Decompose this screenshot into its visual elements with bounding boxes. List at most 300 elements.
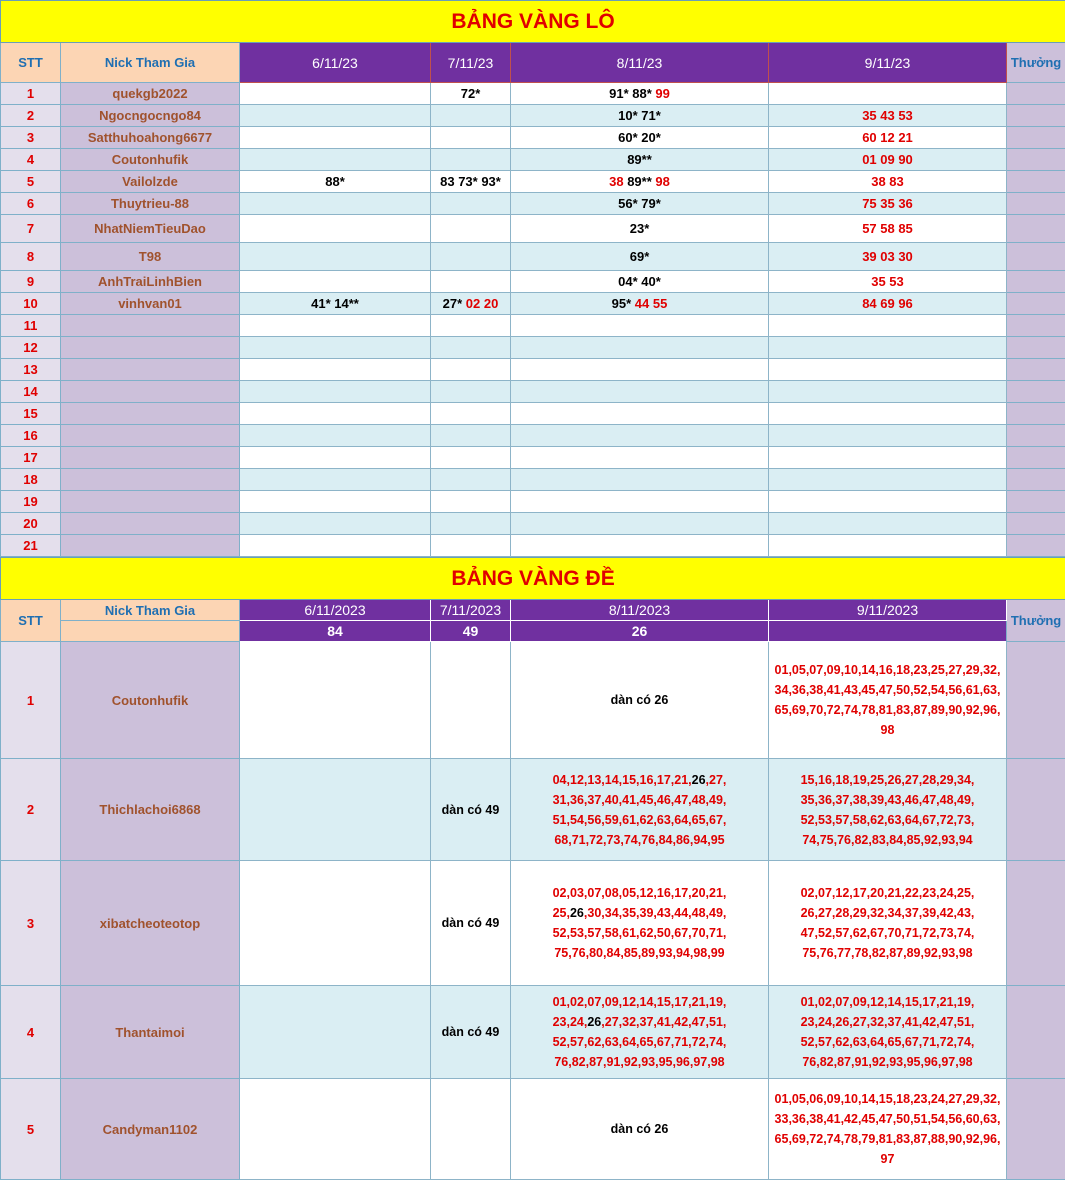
lo-cell-d1 <box>240 293 431 315</box>
lo-number-group: 57 58 85 <box>862 221 913 236</box>
lo-stt: 17 <box>1 447 61 469</box>
de-cell-d4 <box>769 986 1007 1079</box>
de-number-line: 34,36,38,41,43,45,47,50,52,54,56,61,63, <box>774 683 1001 697</box>
lo-cell-d3 <box>511 171 769 193</box>
de-number-line: 26,27,28,29,32,34,37,39,42,43, <box>800 906 975 920</box>
lo-stt: 21 <box>1 535 61 557</box>
lo-cell-d1 <box>240 403 431 425</box>
lo-nick: quekgb2022 <box>61 83 240 105</box>
de-number-line: 02,03,07,08,05,12,16,17,20,21, <box>552 886 727 900</box>
lo-cell-d2 <box>431 243 511 271</box>
de-cell-d4 <box>769 1079 1007 1180</box>
de-note: dàn có 26 <box>610 693 669 707</box>
lo-nick: AnhTraiLinhBien <box>61 271 240 293</box>
de-highlight-number: 26 <box>587 1015 602 1029</box>
lo-cell-d3 <box>511 535 769 557</box>
lo-row <box>1 243 1065 271</box>
lo-cell-d4 <box>769 491 1007 513</box>
de-number-line: 52,53,57,58,62,63,64,67,72,73, <box>800 812 975 827</box>
de-nick: Coutonhufik <box>61 642 240 759</box>
lo-cell-d1 <box>240 381 431 403</box>
de-cell-d1 <box>240 642 431 759</box>
lo-cell-d3 <box>511 381 769 403</box>
de-cell-d3 <box>511 642 769 759</box>
lo-nick <box>61 315 240 337</box>
lo-stt: 15 <box>1 403 61 425</box>
lo-cell-d3 <box>511 293 769 315</box>
lo-row <box>1 337 1065 359</box>
lo-number-group: 60* 20* <box>618 130 661 145</box>
de-cell-d2 <box>431 1079 511 1180</box>
lo-nick <box>61 513 240 535</box>
de-number-line: 23,24,26,27,32,37,41,42,47,51, <box>800 1015 975 1029</box>
de-note: dàn có 49 <box>441 802 500 817</box>
de-number-line: 51,54,56,59,61,62,63,64,65,67, <box>552 812 727 827</box>
de-number-line: 01,02,07,09,12,14,15,17,21,19, <box>552 995 727 1009</box>
lo-thuong <box>1007 83 1065 105</box>
lo-stt: 14 <box>1 381 61 403</box>
lo-row <box>1 359 1065 381</box>
lo-number-group: 01 09 90 <box>862 152 913 167</box>
lo-nick <box>61 469 240 491</box>
de-number-line: 97 <box>880 1152 895 1166</box>
lo-title: BẢNG VÀNG LÔ <box>1 1 1065 43</box>
de-number-line: 75,76,77,78,82,87,89,92,93,98 <box>802 946 973 960</box>
lo-nick: Ngocngocngo84 <box>61 105 240 127</box>
lo-header-date-2: 7/11/23 <box>431 43 511 83</box>
de-number-line: 01,05,06,09,10,14,15,18,23,24,27,29,32, <box>774 1092 1001 1106</box>
lo-cell-d3 <box>511 403 769 425</box>
lo-cell-d2 <box>431 491 511 513</box>
de-stt: 1 <box>1 642 61 759</box>
lo-cell-d3 <box>511 337 769 359</box>
de-thuong <box>1007 986 1065 1079</box>
lo-thuong <box>1007 491 1065 513</box>
lo-cell-d1 <box>240 491 431 513</box>
lo-nick <box>61 425 240 447</box>
lo-number-group: 35 43 53 <box>862 108 913 123</box>
lo-cell-d3 <box>511 447 769 469</box>
de-highlight-number: 26 <box>691 772 706 787</box>
lo-number-group: 23* <box>629 221 650 236</box>
lo-cell-d2 <box>431 535 511 557</box>
lo-cell-d4 <box>769 535 1007 557</box>
lo-header-stt: STT <box>1 43 61 83</box>
lo-stt: 16 <box>1 425 61 447</box>
lo-cell-d4 <box>769 271 1007 293</box>
lo-cell-d4 <box>769 243 1007 271</box>
lo-number-group: 10* 71* <box>618 108 661 123</box>
lo-row <box>1 105 1065 127</box>
de-cell-d4 <box>769 759 1007 861</box>
de-number-line: 35,36,37,38,39,43,46,47,48,49, <box>800 792 975 807</box>
lo-cell-d4 <box>769 193 1007 215</box>
de-nick: Thichlachoi6868 <box>61 759 240 861</box>
lo-stt: 2 <box>1 105 61 127</box>
lo-cell-d4 <box>769 469 1007 491</box>
lo-cell-d4 <box>769 293 1007 315</box>
lo-thuong <box>1007 315 1065 337</box>
lo-cell-d3 <box>511 243 769 271</box>
lo-cell-d4 <box>769 315 1007 337</box>
lo-row <box>1 171 1065 193</box>
de-result-3: 26 <box>511 621 769 642</box>
lo-thuong <box>1007 193 1065 215</box>
lo-number-group: 41* 14** <box>311 296 359 311</box>
de-number-line: 74,75,76,82,83,84,85,92,93,94 <box>802 832 973 847</box>
lo-cell-d3 <box>511 315 769 337</box>
de-number-text: ,30,34,35,39,43,44,48,49, <box>583 906 727 920</box>
de-header-thuong: Thưởng <box>1007 600 1065 642</box>
lo-cell-d1 <box>240 105 431 127</box>
de-thuong <box>1007 759 1065 861</box>
lo-stt: 19 <box>1 491 61 513</box>
de-number-line: 65,69,70,72,74,78,81,83,87,89,90,92,96, <box>774 703 1001 717</box>
lo-cell-d4 <box>769 425 1007 447</box>
lo-body <box>1 83 1065 557</box>
lo-cell-d4 <box>769 215 1007 243</box>
lo-cell-d1 <box>240 243 431 271</box>
lo-cell-d1 <box>240 513 431 535</box>
lo-number-group: 75 35 36 <box>862 196 913 211</box>
lo-header-date-3: 8/11/23 <box>511 43 769 83</box>
lo-thuong <box>1007 381 1065 403</box>
lo-number-group: 91* 88* <box>609 86 652 101</box>
lo-row <box>1 127 1065 149</box>
lo-nick <box>61 447 240 469</box>
lo-cell-d2 <box>431 293 511 315</box>
lo-cell-d4 <box>769 337 1007 359</box>
lo-thuong <box>1007 403 1065 425</box>
de-stt: 3 <box>1 861 61 986</box>
lo-header-date-4: 9/11/23 <box>769 43 1007 83</box>
lo-stt: 6 <box>1 193 61 215</box>
lo-row <box>1 513 1065 535</box>
lo-number-group: 04* 40* <box>618 274 661 289</box>
lo-row <box>1 293 1065 315</box>
de-number-text: 25, <box>552 906 570 920</box>
lo-cell-d3 <box>511 425 769 447</box>
lo-thuong <box>1007 243 1065 271</box>
lo-cell-d4 <box>769 127 1007 149</box>
de-row <box>1 759 1065 861</box>
lo-thuong <box>1007 359 1065 381</box>
lo-cell-d1 <box>240 193 431 215</box>
de-number-line: 52,57,62,63,64,65,67,71,72,74, <box>800 1035 975 1049</box>
lo-header-nick: Nick Tham Gia <box>61 43 240 83</box>
lo-nick <box>61 535 240 557</box>
de-header-nick: Nick Tham Gia <box>61 600 240 621</box>
de-thuong <box>1007 1079 1065 1180</box>
lo-cell-d4 <box>769 359 1007 381</box>
lo-cell-d1 <box>240 359 431 381</box>
lo-number-group: 38 83 <box>871 174 904 189</box>
lo-cell-d3 <box>511 215 769 243</box>
lo-nick: NhatNiemTieuDao <box>61 215 240 243</box>
lo-row <box>1 447 1065 469</box>
de-cell-d3 <box>511 1079 769 1180</box>
lo-cell-d1 <box>240 271 431 293</box>
de-nick: Candyman1102 <box>61 1079 240 1180</box>
de-note: dàn có 49 <box>441 916 500 930</box>
lo-cell-d2 <box>431 315 511 337</box>
lo-nick: vinhvan01 <box>61 293 240 315</box>
lo-stt: 5 <box>1 171 61 193</box>
de-header-stt: STT <box>1 600 61 642</box>
lo-nick <box>61 491 240 513</box>
de-row <box>1 1079 1065 1180</box>
de-number-line: 52,57,62,63,64,65,67,71,72,74, <box>552 1035 727 1049</box>
lo-cell-d2 <box>431 381 511 403</box>
lo-cell-d1 <box>240 215 431 243</box>
lo-thuong <box>1007 425 1065 447</box>
de-cell-d3 <box>511 759 769 861</box>
lo-stt: 9 <box>1 271 61 293</box>
lo-row <box>1 469 1065 491</box>
lo-cell-d1 <box>240 315 431 337</box>
de-stt: 4 <box>1 986 61 1079</box>
de-title: BẢNG VÀNG ĐỀ <box>1 558 1065 600</box>
lo-number-group: 44 55 <box>634 296 668 311</box>
lo-cell-d2 <box>431 215 511 243</box>
lo-cell-d1 <box>240 425 431 447</box>
lo-number-group: 84 69 96 <box>862 296 913 311</box>
lo-cell-d3 <box>511 149 769 171</box>
lo-cell-d4 <box>769 105 1007 127</box>
de-nick: Thantaimoi <box>61 986 240 1079</box>
de-thuong <box>1007 861 1065 986</box>
lo-cell-d2 <box>431 105 511 127</box>
de-cell-d3 <box>511 861 769 986</box>
lo-cell-d1 <box>240 83 431 105</box>
lo-number-group: 98 <box>651 174 670 189</box>
lo-number-group: 72* <box>460 86 481 101</box>
lo-cell-d4 <box>769 83 1007 105</box>
lo-thuong <box>1007 469 1065 491</box>
lo-cell-d4 <box>769 403 1007 425</box>
lo-cell-d1 <box>240 149 431 171</box>
de-result-1: 84 <box>240 621 431 642</box>
lo-number-group: 89** <box>627 174 652 189</box>
lo-thuong <box>1007 127 1065 149</box>
lo-stt: 4 <box>1 149 61 171</box>
lo-row <box>1 381 1065 403</box>
lo-number-group: 95* <box>611 296 635 311</box>
lo-row <box>1 425 1065 447</box>
lo-thuong <box>1007 535 1065 557</box>
de-number-text: 23,24, <box>552 1015 588 1029</box>
de-number-line <box>511 770 768 790</box>
de-row <box>1 861 1065 986</box>
lo-thuong <box>1007 149 1065 171</box>
lo-cell-d2 <box>431 171 511 193</box>
de-header-date-1: 6/11/2023 <box>240 600 431 621</box>
lo-row <box>1 149 1065 171</box>
lo-cell-d1 <box>240 337 431 359</box>
de-number-line: 31,36,37,40,41,45,46,47,48,49, <box>552 792 727 807</box>
lo-row <box>1 193 1065 215</box>
lo-number-group: 69* <box>629 249 650 264</box>
de-cell-d2 <box>431 642 511 759</box>
lo-table <box>0 0 1065 557</box>
lo-row <box>1 83 1065 105</box>
de-number-text: ,27, <box>705 772 727 787</box>
de-number-line: 15,16,18,19,25,26,27,28,29,34, <box>800 772 975 787</box>
lo-nick: Satthuhoahong6677 <box>61 127 240 149</box>
de-number-line: 76,82,87,91,92,93,95,96,97,98 <box>802 1055 973 1069</box>
lo-stt: 20 <box>1 513 61 535</box>
de-cell-d1 <box>240 1079 431 1180</box>
lo-cell-d2 <box>431 83 511 105</box>
de-number-line <box>511 1012 768 1032</box>
de-header-date-4: 9/11/2023 <box>769 600 1007 621</box>
lo-cell-d3 <box>511 491 769 513</box>
lo-cell-d2 <box>431 403 511 425</box>
de-number-line: 76,82,87,91,92,93,95,96,97,98 <box>554 1055 725 1069</box>
lo-stt: 3 <box>1 127 61 149</box>
lo-cell-d4 <box>769 447 1007 469</box>
lo-thuong <box>1007 337 1065 359</box>
lo-nick: Vailolzde <box>61 171 240 193</box>
lo-cell-d3 <box>511 469 769 491</box>
lo-number-group: 60 12 21 <box>862 130 913 145</box>
lo-cell-d3 <box>511 105 769 127</box>
lo-cell-d3 <box>511 359 769 381</box>
lo-thuong <box>1007 171 1065 193</box>
lo-row <box>1 215 1065 243</box>
lo-cell-d2 <box>431 469 511 491</box>
lo-stt: 18 <box>1 469 61 491</box>
lo-thuong <box>1007 293 1065 315</box>
lo-cell-d4 <box>769 381 1007 403</box>
de-number-text: ,27,32,37,41,42,47,51, <box>601 1015 727 1029</box>
de-table <box>0 557 1065 1180</box>
de-number-line: 47,52,57,62,67,70,71,72,73,74, <box>800 926 975 940</box>
lo-cell-d3 <box>511 271 769 293</box>
de-nick: xibatcheoteotop <box>61 861 240 986</box>
lo-stt: 12 <box>1 337 61 359</box>
lo-cell-d3 <box>511 83 769 105</box>
de-cell-d4 <box>769 642 1007 759</box>
de-number-line: 01,02,07,09,12,14,15,17,21,19, <box>800 995 975 1009</box>
de-cell-d2 <box>431 759 511 861</box>
lo-cell-d1 <box>240 469 431 491</box>
lo-nick: Thuytrieu-88 <box>61 193 240 215</box>
de-number-line: 65,69,72,74,78,79,81,83,87,88,90,92,96, <box>774 1132 1001 1146</box>
lo-stt: 7 <box>1 215 61 243</box>
de-body <box>1 642 1065 1180</box>
lo-cell-d2 <box>431 193 511 215</box>
de-cell-d1 <box>240 861 431 986</box>
lo-number-group: 27* <box>442 296 466 311</box>
lo-number-group: 83 73* 93* <box>440 174 501 189</box>
de-thuong <box>1007 642 1065 759</box>
lo-stt: 10 <box>1 293 61 315</box>
de-cell-d4 <box>769 861 1007 986</box>
lo-cell-d2 <box>431 271 511 293</box>
lo-number-group: 99 <box>651 86 670 101</box>
lo-nick <box>61 403 240 425</box>
lo-row <box>1 403 1065 425</box>
de-number-line: 02,07,12,17,20,21,22,23,24,25, <box>800 886 975 900</box>
lo-thuong <box>1007 447 1065 469</box>
lo-cell-d2 <box>431 425 511 447</box>
de-cell-d2 <box>431 986 511 1079</box>
lo-cell-d2 <box>431 513 511 535</box>
lo-row <box>1 315 1065 337</box>
lo-stt: 8 <box>1 243 61 271</box>
lo-cell-d4 <box>769 513 1007 535</box>
de-header-nick-blank <box>61 621 240 642</box>
lo-cell-d3 <box>511 127 769 149</box>
de-result-4 <box>769 621 1007 642</box>
de-number-line: 75,76,80,84,85,89,93,94,98,99 <box>554 946 725 960</box>
lo-number-group: 56* 79* <box>618 196 661 211</box>
lo-cell-d1 <box>240 127 431 149</box>
de-cell-d1 <box>240 759 431 861</box>
lo-stt: 11 <box>1 315 61 337</box>
lo-cell-d4 <box>769 149 1007 171</box>
lo-thuong <box>1007 105 1065 127</box>
lo-nick <box>61 337 240 359</box>
de-number-line: 52,53,57,58,61,62,50,67,70,71, <box>552 926 727 940</box>
de-header-date-2: 7/11/2023 <box>431 600 511 621</box>
lo-stt: 13 <box>1 359 61 381</box>
de-stt: 5 <box>1 1079 61 1180</box>
lo-number-group: 88* <box>325 174 345 189</box>
lo-cell-d1 <box>240 535 431 557</box>
lo-cell-d1 <box>240 171 431 193</box>
de-cell-d1 <box>240 986 431 1079</box>
lo-number-group: 02 20 <box>465 296 499 311</box>
lo-stt: 1 <box>1 83 61 105</box>
de-number-line <box>511 903 768 923</box>
lo-row <box>1 271 1065 293</box>
lo-number-group: 39 03 30 <box>862 249 913 264</box>
de-header-date-3: 8/11/2023 <box>511 600 769 621</box>
lo-cell-d3 <box>511 193 769 215</box>
lo-cell-d1 <box>240 447 431 469</box>
lo-number-group: 38 <box>609 174 628 189</box>
lo-thuong <box>1007 271 1065 293</box>
lo-row <box>1 491 1065 513</box>
lo-cell-d2 <box>431 127 511 149</box>
lo-cell-d4 <box>769 171 1007 193</box>
lo-header-thuong: Thưởng <box>1007 43 1065 83</box>
de-cell-d3 <box>511 986 769 1079</box>
de-row <box>1 642 1065 759</box>
lo-nick <box>61 381 240 403</box>
lo-number-group: 35 53 <box>871 274 904 289</box>
de-row <box>1 986 1065 1079</box>
lo-nick: T98 <box>61 243 240 271</box>
lo-cell-d2 <box>431 337 511 359</box>
lo-cell-d2 <box>431 149 511 171</box>
de-number-line: 01,05,07,09,10,14,16,18,23,25,27,29,32, <box>774 663 1001 677</box>
de-number-line: 68,71,72,73,74,76,84,86,94,95 <box>554 832 725 847</box>
lo-thuong <box>1007 513 1065 535</box>
de-stt: 2 <box>1 759 61 861</box>
de-note: dàn có 26 <box>610 1122 669 1136</box>
de-cell-d2 <box>431 861 511 986</box>
lo-row <box>1 535 1065 557</box>
de-number-text: 04,12,13,14,15,16,17,21, <box>552 772 692 787</box>
de-note: dàn có 49 <box>441 1025 500 1039</box>
lo-nick <box>61 359 240 381</box>
lo-nick: Coutonhufik <box>61 149 240 171</box>
lo-cell-d3 <box>511 513 769 535</box>
de-number-line: 33,36,38,41,42,45,47,50,51,54,56,60,63, <box>774 1112 1001 1126</box>
